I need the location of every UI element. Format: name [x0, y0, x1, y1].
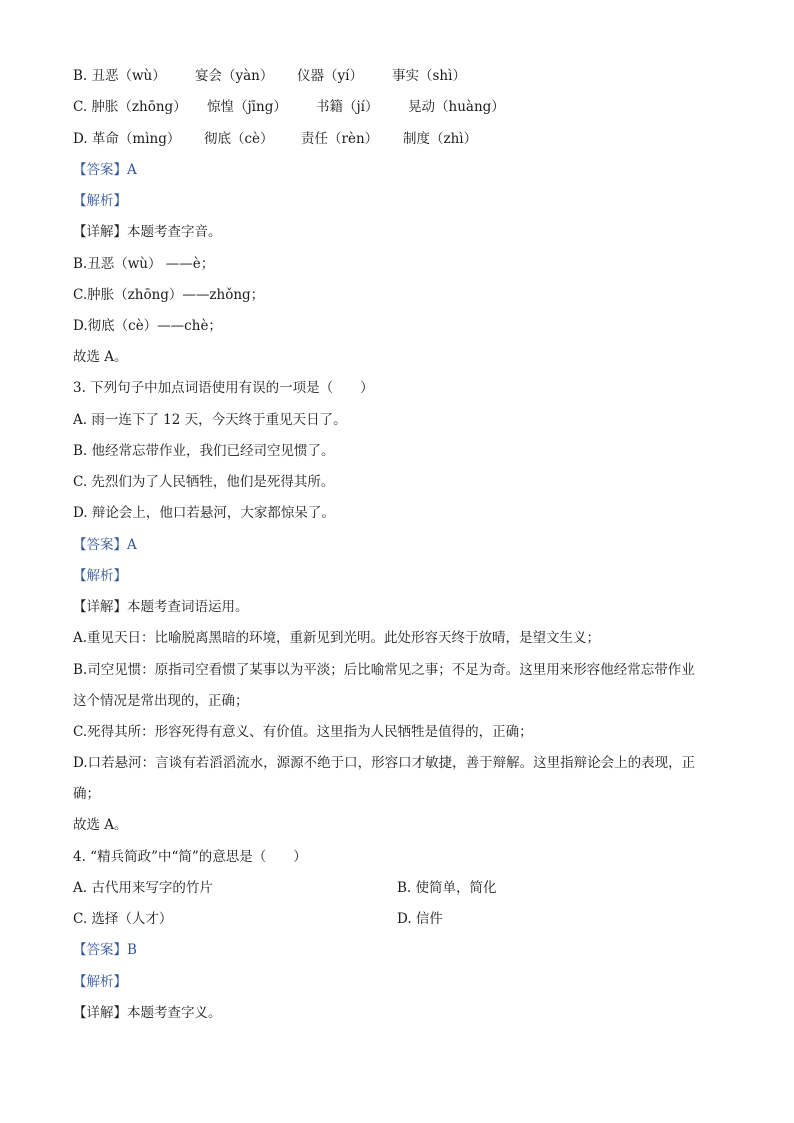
q3-detail-line: A.重见天日：比喻脱离黑暗的环境，重新见到光明。此处形容天终于放晴，是望文生义； [73, 630, 601, 646]
option-item: 彻底（cè） [204, 131, 274, 147]
q3-detail-line: 确； [73, 786, 100, 802]
q2-detail-heading: 【详解】本题考查字音。 [73, 224, 222, 240]
q2-option-d [73, 129, 477, 149]
q2-detail-line: D.彻底（cè）——chè； [73, 318, 222, 334]
q4-stem: 4. “精兵简政”中“简”的意思是（ ） [73, 849, 307, 865]
option-item: 宴会（yàn） [195, 68, 274, 84]
option-item: D. 革命（mìng） [73, 131, 181, 147]
q4-detail-heading: 【详解】本题考查字义。 [73, 1005, 222, 1021]
option-item: 责任（rèn） [301, 131, 379, 147]
q4-answer: 【答案】B [73, 942, 137, 958]
option-item: 仪器（yí） [297, 68, 363, 84]
q4-option-a: A. 古代用来写字的竹片 [73, 880, 213, 896]
q2-detail-line: C.肿胀（zhōng）——zhǒng； [73, 287, 265, 303]
q3-analysis-heading: 【解析】 [73, 568, 127, 584]
q3-detail-line: 这个情况是常出现的，正确； [73, 693, 249, 709]
q4-option-d: D. 信件 [397, 911, 443, 927]
q3-stem: 3. 下列句子中加点词语使用有误的一项是（ ） [73, 380, 374, 396]
q3-detail-line: B.司空见惯：原指司空看惯了某事以为平淡；后比喻常见之事；不足为奇。这里用来形容他经常忘带作业 [73, 662, 695, 678]
option-item: 惊惶（jīng） [207, 99, 287, 115]
q4-option-c: C. 选择（人才） [73, 911, 173, 927]
option-item: 事实（shì） [392, 68, 466, 84]
option-item: C. 肿胀（zhōng） [73, 99, 187, 115]
option-item: B. 丑恶（wù） [73, 68, 166, 84]
q3-option-c: C. 先烈们为了人民牺牲，他们是死得其所。 [73, 474, 335, 490]
q3-detail-line: D.口若悬河：言谈有若滔滔流水，源源不绝于口，形容口才敏捷，善于辩解。这里指辩论会上的表现，正 [73, 755, 696, 771]
q2-analysis-heading: 【解析】 [73, 193, 127, 209]
q2-option-b [73, 66, 466, 86]
q3-option-d: D. 辩论会上，他口若悬河，大家都惊呆了。 [73, 505, 335, 521]
q2-answer: 【答案】A [73, 162, 137, 178]
option-item: 晃动（huàng） [408, 99, 505, 115]
q3-option-a: A. 雨一连下了 12 天，今天终于重见天日了。 [73, 412, 347, 428]
option-item: 书籍（jí） [316, 99, 379, 115]
q2-conclusion: 故选 A。 [73, 349, 128, 365]
q4-analysis-heading: 【解析】 [73, 974, 127, 990]
q3-answer: 【答案】A [73, 537, 137, 553]
q4-option-b: B. 使简单，简化 [397, 880, 497, 896]
q3-detail-heading: 【详解】本题考查词语运用。 [73, 599, 249, 615]
option-item: 制度（zhì） [403, 131, 478, 147]
q3-conclusion: 故选 A。 [73, 817, 128, 833]
q3-detail-line: C.死得其所：形容死得有意义、有价值。这里指为人民牺牲是值得的，正确； [73, 724, 533, 740]
q3-option-b: B. 他经常忘带作业，我们已经司空见惯了。 [73, 443, 335, 459]
q2-detail-line: B.丑恶（wù） ——è； [73, 256, 215, 272]
q2-option-c [73, 97, 505, 117]
